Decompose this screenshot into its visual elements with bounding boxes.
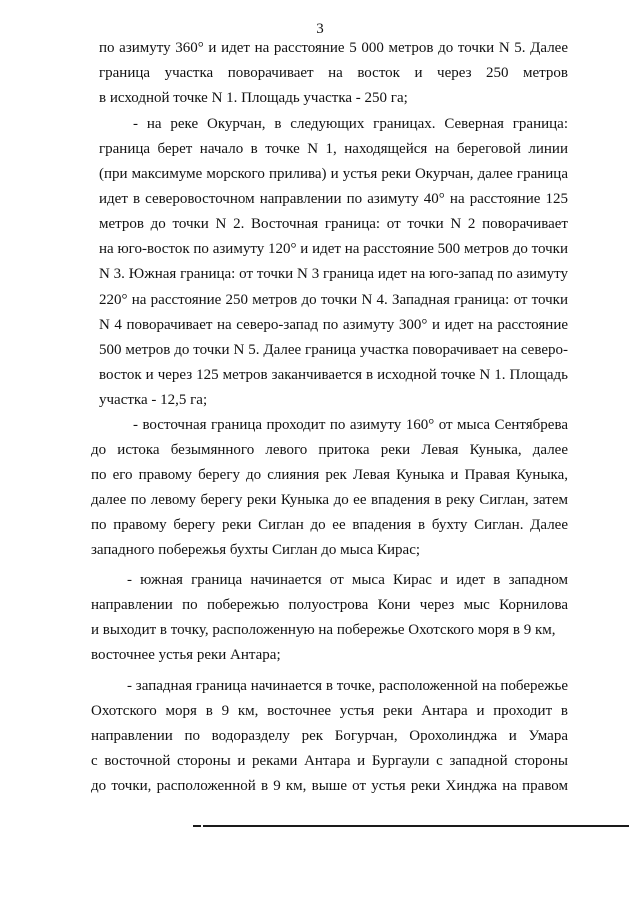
text-line: - на реке Окурчан, в следующих границах. Северная граница: <box>133 116 568 132</box>
text-line: граница участка поворачивает на восток и через 250 метров <box>99 65 568 81</box>
text-line: и выходит в точку, расположенную на побережье Охотского моря в 9 км, <box>91 622 556 638</box>
text-line: Охотского моря в 9 км, восточнее устья реки Антара и проходит в <box>91 703 568 719</box>
text-line: направлении по побережью полуострова Кони через мыс Корнилова <box>91 597 568 613</box>
text-line: участка - 12,5 га; <box>99 392 208 408</box>
text-line: в исходной точке N 1. Площадь участка - 250 га; <box>99 90 408 106</box>
text-line: N 3. Южная граница: от точки N 3 граница идет на юго-запад по азимуту <box>99 266 568 282</box>
page-number: 3 <box>316 21 324 37</box>
text-line: граница берет начало в точке N 1, находящейся на береговой линии <box>99 141 568 157</box>
text-line: до истока безымянного левого притока реки Левая Куныка, далее <box>91 442 568 458</box>
text-line: идет в северовосточном направлении по азимуту 40° на расстояние 125 <box>99 191 568 207</box>
text-line: далее по левому берегу реки Куныка до ее впадения в реку Сиглан, затем <box>91 492 568 508</box>
bottom-divider <box>203 825 629 827</box>
text-line: (при максимуме морского прилива) и устья реки Окурчан, далее граница <box>99 166 568 182</box>
text-line: по его правому берегу до слияния рек Левая Куныка и Правая Куныка, <box>91 467 568 483</box>
text-line: по азимуту 360° и идет на расстояние 5 000 метров до точки N 5. Далее <box>99 40 568 56</box>
text-line: - южная граница начинается от мыса Кирас и идет в западном <box>127 572 568 588</box>
text-line: метров до точки N 2. Восточная граница: от точки N 2 поворачивает <box>99 216 568 232</box>
text-line: по правому берегу реки Сиглан до ее впадения в бухту Сиглан. Далее <box>91 517 568 533</box>
text-line: направлении по водоразделу рек Богурчан, Орохолинджа и Умара <box>91 728 568 744</box>
text-line: западного побережья бухты Сиглан до мыса Кирас; <box>91 542 421 558</box>
text-line: 220° на расстояние 250 метров до точки N 4. Западная граница: от точки <box>99 292 568 308</box>
text-line: 500 метров до точки N 5. Далее граница участка поворачивает на северо- <box>99 342 568 358</box>
text-line: до точки, расположенной в 9 км, выше от устья реки Хинджа на правом <box>91 778 568 794</box>
text-line: восток и через 125 метров заканчивается в исходной точке N 1. Площадь <box>99 367 568 383</box>
text-line: - западная граница начинается в точке, расположенной на побережье <box>127 678 568 694</box>
text-line: - восточная граница проходит по азимуту 160° от мыса Сентябрева <box>133 417 568 433</box>
text-line: N 4 поворачивает на северо-запад по азимуту 300° и идет на расстояние <box>99 317 568 333</box>
text-line: на юго-восток по азимуту 120° и идет на расстояние 500 метров до точки <box>99 241 568 257</box>
text-line: восточнее устья реки Антара; <box>91 647 281 663</box>
text-line: с восточной стороны и реками Антара и Бургаули с западной стороны <box>91 753 568 769</box>
